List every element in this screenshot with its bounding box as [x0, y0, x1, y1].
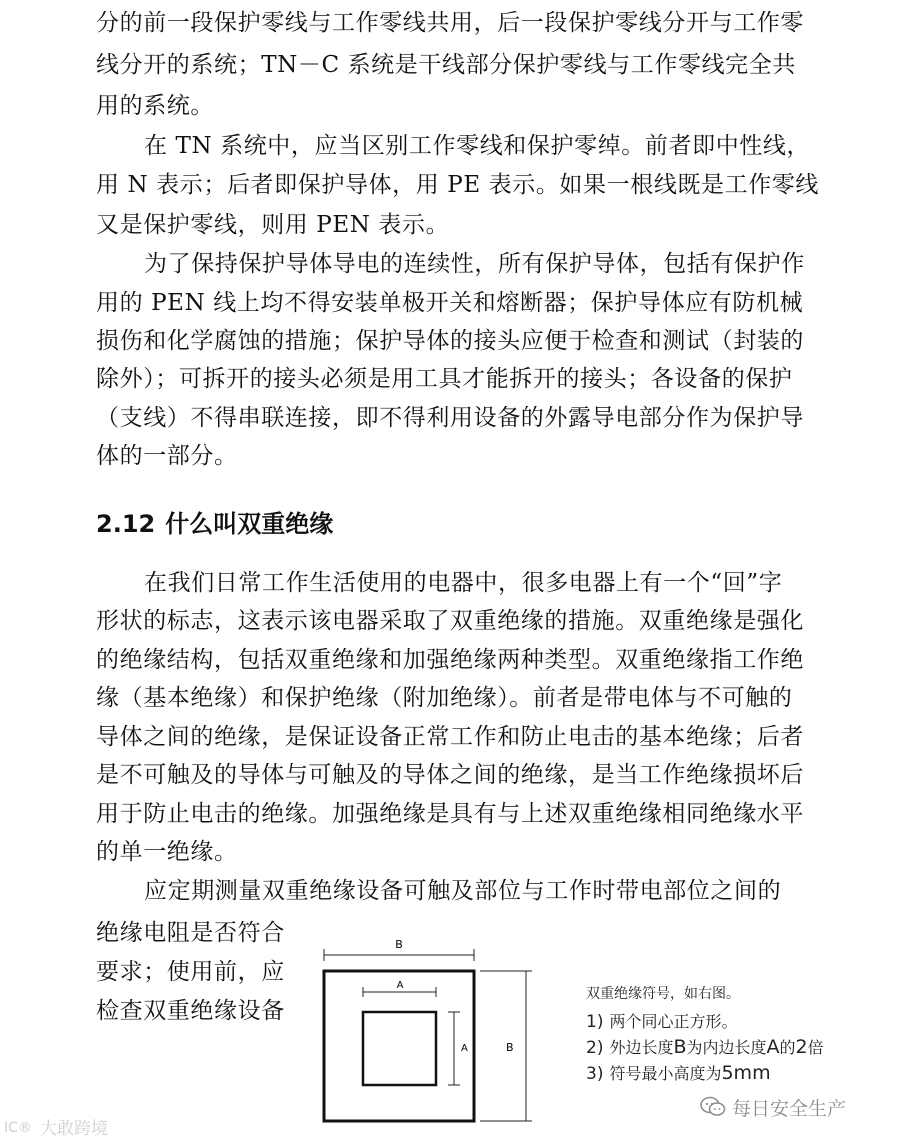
- watermark-left-text: 大敢跨境: [40, 1119, 108, 1139]
- inner-side-label: A: [461, 1043, 468, 1054]
- paragraph-4-line-6: 是不可触及的导体与可触及的导体之间的绝缘，是当工作绝缘损坏后: [96, 762, 804, 788]
- paragraph-5-line-2: 绝缘电阻是否符合: [96, 920, 285, 946]
- legend-item-1: [586, 1011, 737, 1033]
- paragraph-5-line-3: 要求；使用前，应: [96, 959, 285, 985]
- legend-item-2-num: 2): [586, 1038, 604, 1058]
- outer-square: [324, 971, 474, 1121]
- legend-item-1-text: 两个同心正方形。: [609, 1012, 738, 1031]
- outer-top-label: B: [395, 938, 403, 951]
- watermark-left: [4, 1114, 108, 1141]
- double-insulation-figure: [320, 935, 540, 1135]
- paragraph-2-line-1: 在 TN 系统中，应当区别工作零线和保护零绰。前者即中性线，: [144, 133, 811, 159]
- paragraph-1-line-1: 分的前一段保护零线与工作零线共用，后一段保护零线分开与工作零: [96, 10, 804, 36]
- legend-item-2-pre: 外边长度: [609, 1038, 674, 1057]
- legend-item-2-two: 2: [795, 1036, 808, 1058]
- legend-item-2-a: A: [766, 1036, 780, 1058]
- legend-item-2-mid: 为内边长度: [686, 1038, 767, 1057]
- paragraph-3-line-4: 除外）；可拆开的接头必须是用工具才能拆开的接头；各设备的保护: [96, 366, 793, 392]
- watermark-right-text: 每日安全生产: [732, 1098, 847, 1120]
- outer-side-label: B: [506, 1041, 514, 1054]
- legend-item-3-size: 5mm: [721, 1062, 771, 1084]
- legend-item-2-b: B: [673, 1036, 687, 1058]
- legend-item-2: [586, 1036, 824, 1059]
- section-title: 什么叫双重绝缘: [165, 510, 334, 538]
- paragraph-4-line-3: 的绝缘结构，包括双重绝缘和加强绝缘两种类型。双重绝缘指工作绝: [96, 647, 804, 673]
- paragraph-4-line-1: 在我们日常工作生活使用的电器中，很多电器上有一个“回”字: [144, 570, 783, 596]
- paragraph-4-line-5: 导体之间的绝缘，是保证设备正常工作和防止电击的基本绝缘；后者: [96, 724, 804, 750]
- section-number: 2.12: [96, 510, 156, 538]
- legend-item-3-pre: 符号最小高度为: [609, 1064, 722, 1083]
- paragraph-4-line-8: 的单一绝缘。: [96, 839, 238, 865]
- legend-item-1-num: 1): [586, 1012, 604, 1032]
- legend-item-3-num: 3): [586, 1064, 604, 1084]
- paragraph-3-line-1: 为了保持保护导体导电的连续性，所有保护导体，包括有保护作: [144, 251, 805, 277]
- paragraph-4-line-7: 用于防止电击的绝缘。加强绝缘是具有与上述双重绝缘相同绝缘水平: [96, 801, 804, 827]
- inner-top-label: A: [396, 980, 404, 991]
- legend-title: 双重绝缘符号，如右图。: [586, 986, 740, 1002]
- paragraph-1-line-2: 线分开的系统；TN－C 系统是干线部分保护零线与工作零线完全共: [96, 52, 796, 78]
- paragraph-2-line-2: 用 N 表示；后者即保护导体，用 PE 表示。如果一根线既是工作零线: [96, 172, 820, 198]
- svg-text:IC®: IC®: [4, 1119, 32, 1136]
- legend-item-2-end: 倍: [807, 1038, 824, 1057]
- paragraph-1-line-3: 用的系统。: [96, 93, 214, 119]
- section-heading: [96, 508, 333, 540]
- paragraph-4-line-4: 缘（基本绝缘）和保护绝缘（附加绝缘）。前者是带电体与不可触的: [96, 685, 793, 711]
- legend-item-2-post: 的: [779, 1038, 796, 1057]
- legend-item-3: [586, 1062, 771, 1085]
- paragraph-3-line-2: 用的 PEN 线上均不得安装单极开关和熔断器；保护导体应有防机械: [96, 290, 804, 316]
- paragraph-3-line-5: （支线）不得串联连接，即不得利用设备的外露导电部分作为保护导: [96, 405, 804, 431]
- paragraph-3-line-3: 损伤和化学腐蚀的措施；保护导体的接头应便于检查和测试（封装的: [96, 328, 804, 354]
- watermark-right: [700, 1094, 846, 1123]
- paragraph-5-line-4: 检查双重绝缘设备: [96, 998, 285, 1024]
- watermark-logo-icon: [4, 1118, 34, 1141]
- inner-square: [363, 1012, 436, 1085]
- paragraph-5-line-1: 应定期测量双重绝缘设备可触及部位与工作时带电部位之间的: [144, 878, 782, 904]
- paragraph-4-line-2: 形状的标志，这表示该电器采取了双重绝缘的措施。双重绝缘是强化: [96, 608, 804, 634]
- wechat-icon: [700, 1096, 726, 1123]
- paragraph-2-line-3: 又是保护零线，则用 PEN 表示。: [96, 212, 450, 238]
- paragraph-3-line-6: 体的一部分。: [96, 443, 238, 469]
